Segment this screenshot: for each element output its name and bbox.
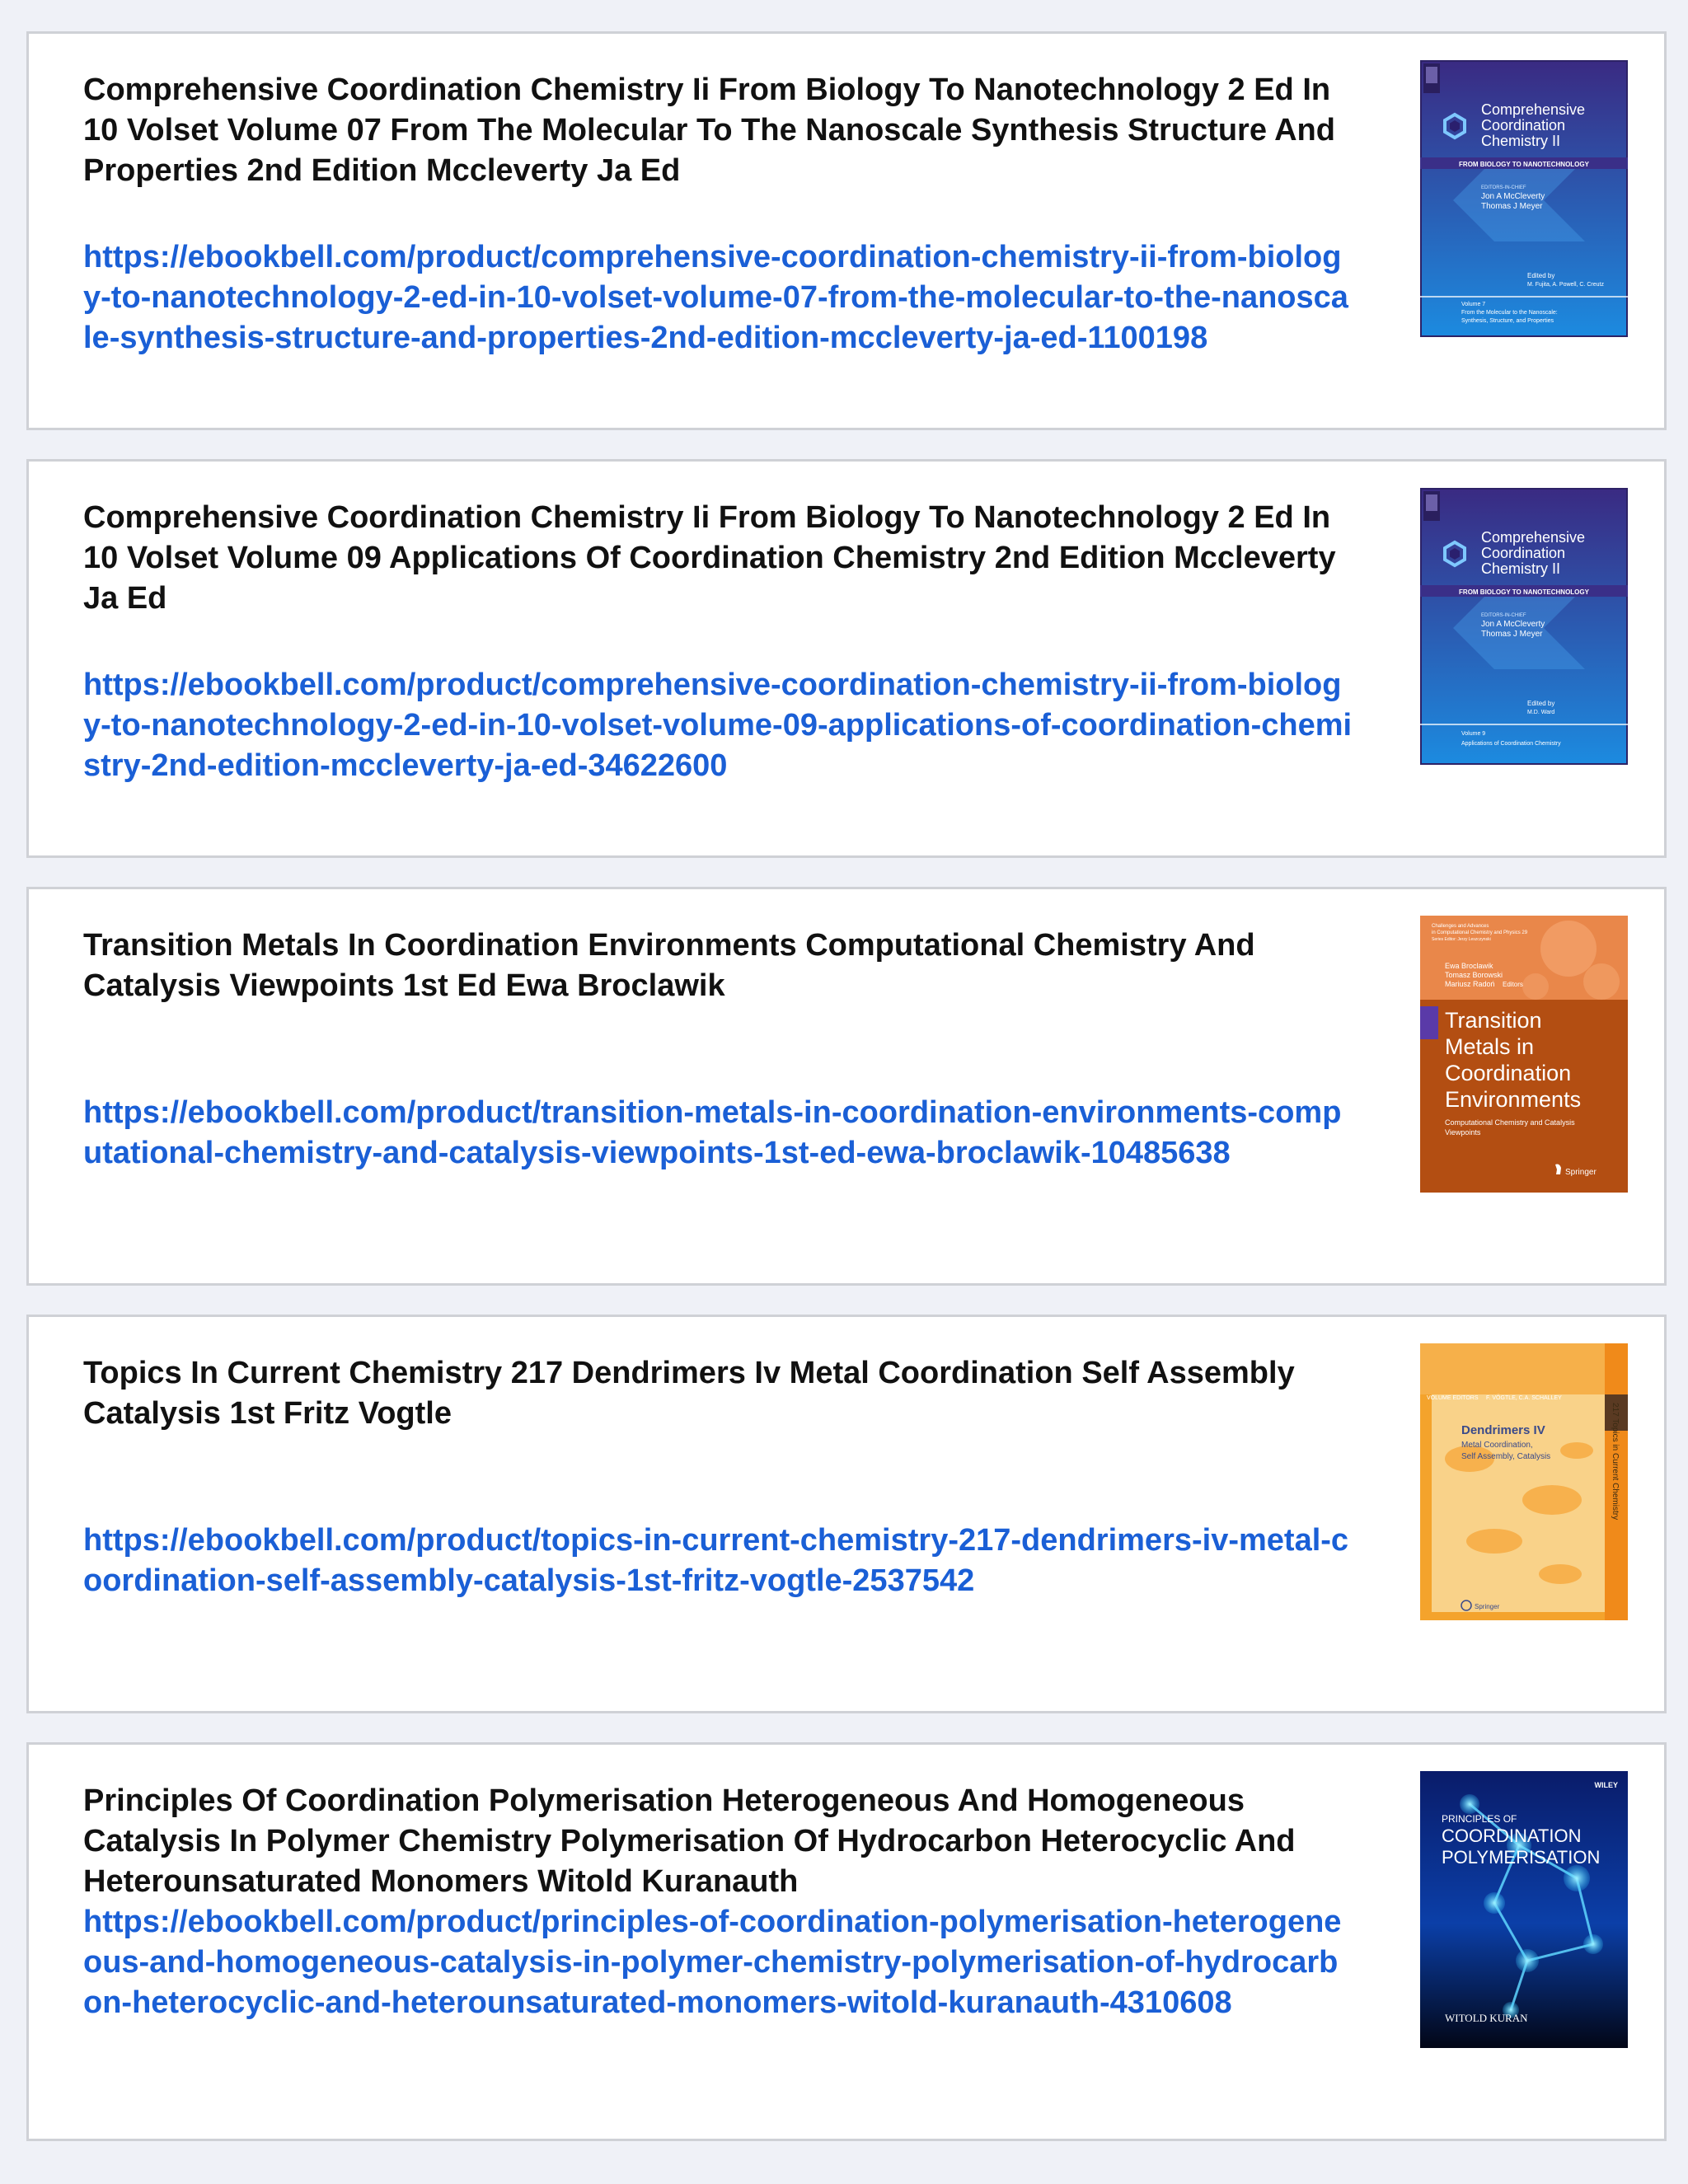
book-cover[interactable] (1420, 488, 1628, 765)
cover-series: Series Editor: Jerzy Leszczynski (1432, 937, 1491, 942)
book-title: Topics In Current Chemistry 217 Dendrimers Iv Metal Coordination Self Assembly Catalysis 1st Fritz Vogtle (83, 1356, 1295, 1431)
cover-subtitle: From the Molecular to the Nanoscale: (1461, 310, 1558, 316)
cover-title: Transition (1445, 1008, 1542, 1033)
cover-subtitle: Synthesis, Structure, and Properties (1461, 318, 1554, 324)
cover-title: Environments (1445, 1087, 1582, 1112)
book-title: Transition Metals In Coordination Environments Computational Chemistry And Catalysis Viewpoints 1st Ed Ewa Broclawik (83, 928, 1255, 1003)
cover-eic: Jon A McCleverty (1481, 620, 1545, 629)
cover-editors-label: Editors (1503, 981, 1523, 988)
book-cover[interactable] (1420, 1771, 1628, 2048)
result-text (83, 1781, 1353, 2119)
cover-eic: Thomas J Meyer (1481, 630, 1543, 639)
cover-publisher: Springer (1475, 1603, 1500, 1610)
cover-subtitle: Computational Chemistry and Catalysis (1445, 1118, 1575, 1127)
cover-title: PRINCIPLES OF (1442, 1813, 1517, 1825)
result-card (26, 887, 1667, 1286)
product-link[interactable]: https://ebookbell.com/product/topics-in-current-chemistry-217-dendrimers-iv-metal-coordination-self-assembly-catalysis-1st-fritz-vogtle-2537542 (83, 1523, 1349, 1598)
result-card (26, 1315, 1667, 1713)
cover-series: Challenges and Advances (1432, 924, 1489, 929)
cover-spine: 217 Topics in Current Chemistry (1611, 1403, 1620, 1521)
result-card (26, 31, 1667, 430)
cover-eic-label: EDITORS-IN-CHIEF (1481, 613, 1526, 618)
cover-title: Coordination (1481, 545, 1566, 561)
cover-title: POLYMERISATION (1442, 1847, 1601, 1868)
cover-subtitle: Applications of Coordination Chemistry (1461, 741, 1561, 747)
cover-eic-label: EDITORS-IN-CHIEF (1481, 185, 1526, 190)
cover-eic: Thomas J Meyer (1481, 202, 1543, 211)
cover-title: Coordination (1481, 117, 1566, 134)
book-title: Comprehensive Coordination Chemistry Ii From Biology To Nanotechnology 2 Ed In 10 Volset Volume 09 Applications Of Coordination Chemistry 2nd Edition Mccleverty Ja Ed (83, 500, 1336, 616)
cover-editor: Ewa Broclawik (1445, 962, 1493, 970)
cover-title: Coordination (1445, 1061, 1572, 1085)
cover-volume: Volume 9 (1461, 731, 1486, 737)
cover-edited-label: Edited by (1527, 272, 1555, 279)
cover-band: FROM BIOLOGY TO NANOTECHNOLOGY (1459, 588, 1589, 596)
cover-title: Comprehensive (1481, 101, 1586, 118)
book-cover[interactable] (1420, 1343, 1628, 1620)
cover-editors: F. VÖGTLE, C.A. SCHALLEY (1486, 1395, 1562, 1401)
cover-eic: Jon A McCleverty (1481, 192, 1545, 201)
cover-subtitle: Metal Coordination, (1461, 1441, 1533, 1450)
cover-editors-label: VOLUME EDITORS (1427, 1395, 1479, 1401)
book-title: Principles Of Coordination Polymerisation Heterogeneous And Homogeneous Catalysis In Polymer Chemistry Polymerisation Of Hydrocarbon Heterocyclic And Heterounsaturated Monomers Witold Kuranauth (83, 1783, 1296, 1899)
cover-editor: Mariusz Radoń (1445, 980, 1495, 988)
cover-title: Metals in (1445, 1034, 1535, 1059)
cover-title: Chemistry II (1481, 133, 1561, 149)
product-link[interactable]: https://ebookbell.com/product/comprehensive-coordination-chemistry-ii-from-biology-to-nanotechnology-2-ed-in-10-volset-volume-07-from-the-molecular-to-the-nanoscale-synthesis-structure-and-properties-2nd-edition-mccleverty-ja-ed-1100198 (83, 240, 1348, 355)
cover-edited: M. Fujita, A. Powell, C. Creutz (1527, 282, 1604, 288)
cover-publisher: WILEY (1594, 1781, 1618, 1789)
cover-band: FROM BIOLOGY TO NANOTECHNOLOGY (1459, 161, 1589, 168)
cover-editor: Tomasz Borowski (1445, 971, 1503, 979)
cover-title: COORDINATION (1442, 1825, 1582, 1846)
book-cover[interactable] (1420, 60, 1628, 337)
cover-subtitle: Self Assembly, Catalysis (1461, 1452, 1551, 1461)
result-text (83, 70, 1353, 408)
product-link[interactable]: https://ebookbell.com/product/principles-of-coordination-polymerisation-heterogeneous-and-homogeneous-catalysis-in-polymer-chemistry-polymerisation-of-hydrocarbon-heterocyclic-and-heterounsaturated-monomers-witold-kuranauth-4310608 (83, 1905, 1342, 2020)
elsevier-logo-icon (1423, 491, 1440, 521)
cover-series: in Computational Chemistry and Physics 29 (1432, 930, 1528, 935)
product-link[interactable]: https://ebookbell.com/product/transition-metals-in-coordination-environments-computational-chemistry-and-catalysis-viewpoints-1st-ed-ewa-broclawik-10485638 (83, 1095, 1342, 1170)
cover-edited-label: Edited by (1527, 700, 1555, 707)
book-cover[interactable] (1420, 916, 1628, 1193)
result-text (83, 926, 1353, 1263)
cover-title: Comprehensive (1481, 529, 1586, 546)
product-link[interactable]: https://ebookbell.com/product/comprehensive-coordination-chemistry-ii-from-biology-to-nanotechnology-2-ed-in-10-volset-volume-09-applications-of-coordination-chemistry-2nd-edition-mccleverty-ja-ed-34622600 (83, 668, 1353, 783)
cover-title: Chemistry II (1481, 560, 1561, 577)
cover-subtitle: Viewpoints (1445, 1128, 1481, 1137)
book-title: Comprehensive Coordination Chemistry Ii From Biology To Nanotechnology 2 Ed In 10 Volset Volume 07 From The Molecular To The Nanoscale Synthesis Structure And Properties 2nd Edition Mccleverty Ja Ed (83, 73, 1335, 188)
elsevier-logo-icon (1423, 63, 1440, 93)
result-text (83, 1353, 1353, 1691)
result-text (83, 498, 1353, 836)
result-card (26, 1742, 1667, 2141)
result-card (26, 459, 1667, 858)
cover-publisher: Springer (1565, 1168, 1597, 1177)
cover-edited: M.D. Ward (1527, 710, 1555, 715)
cover-title: Dendrimers IV (1461, 1423, 1545, 1437)
cover-volume: Volume 7 (1461, 302, 1486, 307)
cover-author: WITOLD KURAN (1445, 2012, 1528, 2024)
